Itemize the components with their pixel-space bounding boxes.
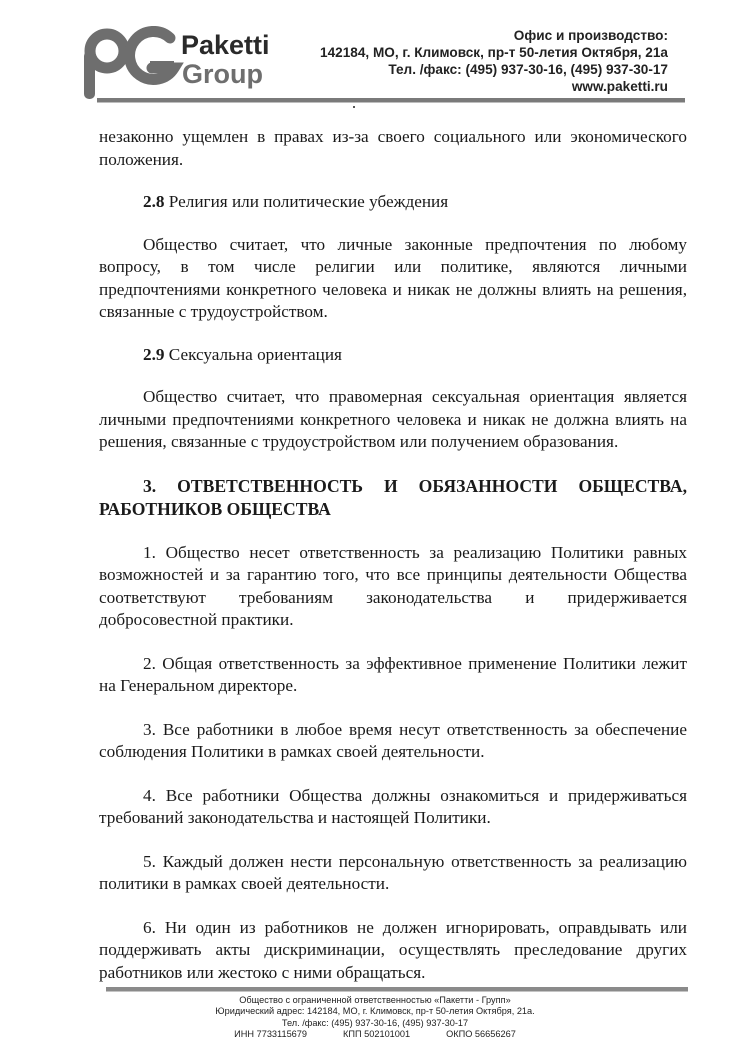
section-2-9-heading	[99, 344, 687, 367]
document-body	[99, 126, 687, 984]
list-item: 2. Общая ответственность за эффективное применение Политики лежит на Генеральном директоре.	[99, 653, 687, 695]
footer-legal-address: Юридический адрес: 142184, МО, г. Климовск, пр-т 50-летия Октября, 21а.	[215, 1006, 535, 1017]
footer-okpo: ОКПО 56656267	[446, 1029, 516, 1040]
office-phone: Тел. /факс: (495) 937-30-16, (495) 937-30-17	[388, 62, 668, 77]
section-number: 2.8	[143, 192, 165, 211]
footer-rule-shadow	[106, 991, 688, 992]
section-2-8-heading	[99, 191, 687, 214]
list-item: 6. Ни один из работников не должен игнорировать, оправдывать или поддерживать акты дискриминации, осуществлять преследование других работников или жестоко с ними обращаться.	[99, 917, 687, 982]
section-title: Сексуальна ориентация	[164, 344, 342, 364]
section-title: Религия или политические убеждения	[164, 192, 449, 211]
logo-text-group: Group	[182, 59, 263, 89]
office-address: 142184, МО, г. Климовск, пр-т 50-летия Октября, 21а	[320, 45, 668, 60]
section-2-9-text: Общество считает, что правомерная сексуальная ориентация является личными предпочтениями конкретного человека и никак не должна влиять на решения, связанные с трудоустройством или получением образования.	[99, 387, 687, 451]
footer	[150, 995, 600, 1041]
list-item: 4. Все работники Общества должны ознакомиться и придерживаться требований законодательства и настоящей Политики.	[99, 785, 687, 827]
footer-phone: Тел. /факс: (495) 937-30-16, (495) 937-30-17	[281, 1017, 469, 1028]
scan-speck	[353, 106, 355, 108]
section-3-heading: 3. ОТВЕТСТВЕННОСТЬ И ОБЯЗАННОСТИ ОБЩЕСТВА, РАБОТНИКОВ ОБЩЕСТВА	[99, 475, 687, 519]
letterhead	[0, 0, 750, 104]
list-item: 3. Все работники в любое время несут ответственность за обеспечение соблюдения Политики в рамках своей деятельности.	[99, 719, 687, 761]
paragraph-continuation: незаконно ущемлен в правах из-за своего социального или экономического положения.	[99, 127, 687, 169]
section-number: 2.9	[143, 344, 165, 364]
footer-inn: ИНН 7733115679	[234, 1029, 308, 1040]
section-2-8-text: Общество считает, что личные законные предпочтения по любому вопросу, в том числе религии или политике, являются личными предпочтениями конкретного человека и никак не должны влиять на решения, связанные с трудоустройством.	[99, 234, 687, 321]
footer-kpp: КПП 502101001	[343, 1029, 411, 1040]
office-address-block	[320, 27, 668, 95]
list-item: 1. Общество несет ответственность за реализацию Политики равных возможностей и за гарантию того, что все принципы деятельности Общества соответствуют требованиям законодательства и придерживается добросовестной практики.	[99, 542, 687, 629]
paketti-group-logo	[78, 26, 288, 104]
office-website: www.paketti.ru	[571, 79, 668, 94]
header-rule-shadow	[97, 102, 685, 103]
office-title: Офис и производство:	[513, 28, 668, 43]
footer-registration	[150, 1029, 600, 1040]
list-item: 5. Каждый должен нести персональную ответственность за реализацию политики в рамках своей деятельности.	[99, 851, 687, 893]
footer-company: Общество с ограниченной ответственностью «Пакетти - Групп»	[239, 995, 511, 1005]
logo-text-paketti: Paketti	[181, 30, 270, 60]
